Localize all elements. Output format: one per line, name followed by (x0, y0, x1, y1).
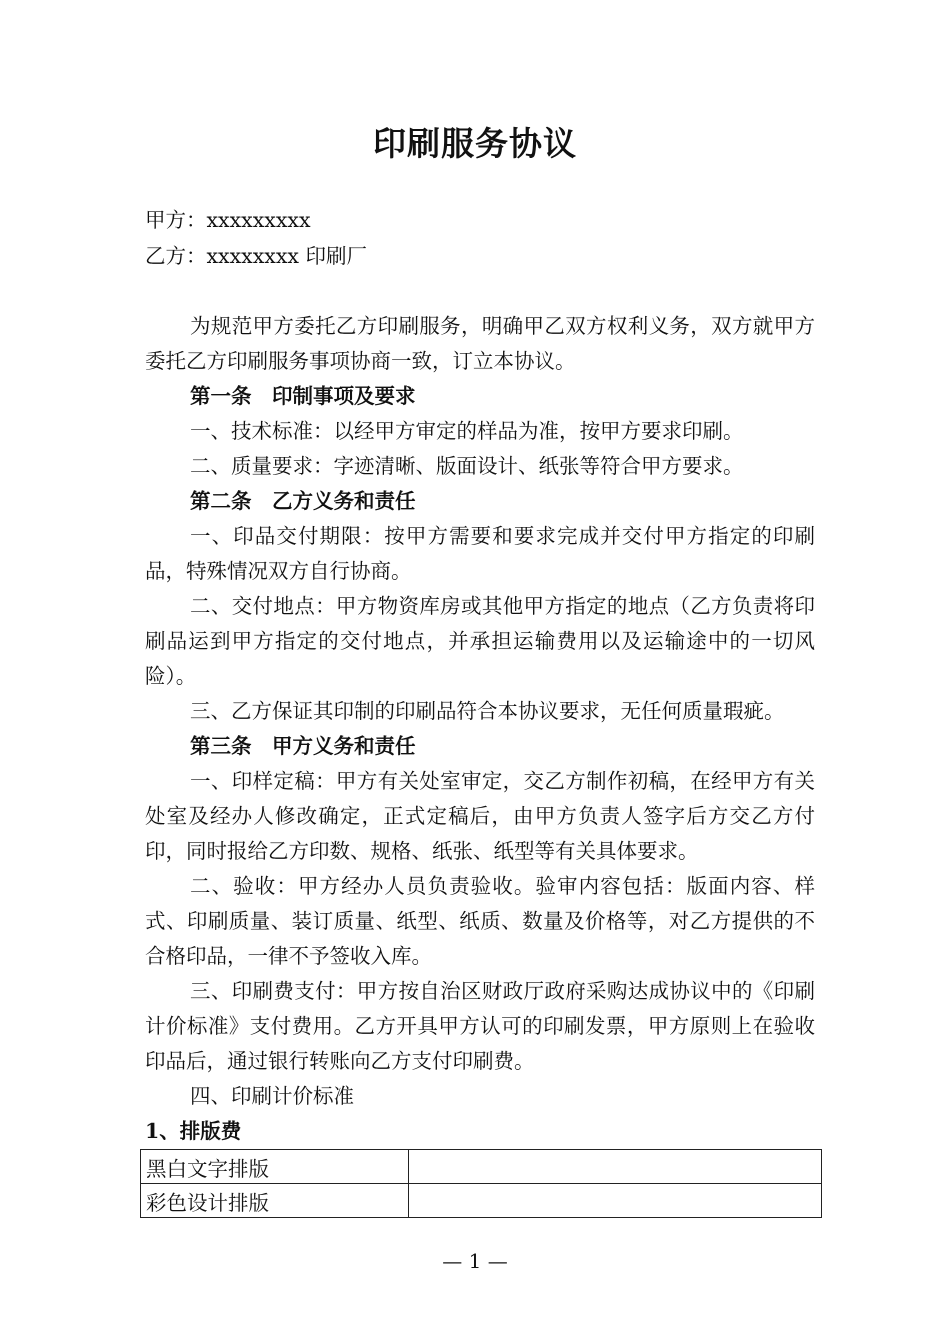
fee-label-cell: 彩色设计排版 (141, 1184, 409, 1218)
intro-paragraph: 为规范甲方委托乙方印刷服务，明确甲乙双方权利义务，双方就甲方委托乙方印刷服务事项协商一致，订立本协议。 (145, 314, 815, 373)
article-2-item: 一、印品交付期限：按甲方需要和要求完成并交付甲方指定的印刷品，特殊情况双方自行协商。 (145, 524, 815, 583)
table-row (141, 1184, 822, 1218)
article-3-item: 四、印刷计价标准 (190, 1084, 354, 1108)
fee-value-cell (409, 1184, 822, 1218)
article-2-heading: 第二条 乙方义务和责任 (190, 489, 416, 513)
page-number: — 1 — (442, 1249, 508, 1273)
fee-section-heading: 1、排版费 (145, 1119, 242, 1143)
article-3-heading: 第三条 甲方义务和责任 (190, 734, 416, 758)
article-2-item: 三、乙方保证其印制的印刷品符合本协议要求，无任何质量瑕疵。 (190, 699, 785, 723)
article-1-item: 一、技术标准：以经甲方审定的样品为准，按甲方要求印刷。 (190, 419, 744, 443)
article-1-item: 二、质量要求：字迹清晰、版面设计、纸张等符合甲方要求。 (190, 454, 744, 478)
party-b: 乙方：xxxxxxxx 印刷厂 (145, 244, 368, 268)
article-3-item: 二、验收：甲方经办人员负责验收。验审内容包括：版面内容、样式、印刷质量、装订质量、纸型、纸质、数量及价格等，对乙方提供的不合格印品，一律不予签收入库。 (145, 874, 815, 968)
article-3-item: 三、印刷费支付：甲方按自治区财政厅政府采购达成协议中的《印刷计价标准》支付费用。乙方开具甲方认可的印刷发票，甲方原则上在验收印品后，通过银行转账向乙方支付印刷费。 (145, 979, 815, 1073)
table-row (141, 1150, 822, 1184)
article-2-item: 二、交付地点：甲方物资库房或其他甲方指定的地点（乙方负责将印刷品运到甲方指定的交付地点，并承担运输费用以及运输途中的一切风险）。 (145, 594, 815, 688)
fee-value-cell (409, 1150, 822, 1184)
article-1-heading: 第一条 印制事项及要求 (190, 384, 416, 408)
fee-label-cell: 黑白文字排版 (141, 1150, 409, 1184)
article-3-item: 一、印样定稿：甲方有关处室审定，交乙方制作初稿，在经甲方有关处室及经办人修改确定，正式定稿后，由甲方负责人签字后方交乙方付印，同时报给乙方印数、规格、纸张、纸型等有关具体要求。 (145, 769, 815, 863)
page-title: 印刷服务协议 (373, 124, 577, 163)
agreement-body (145, 309, 815, 1149)
party-a: 甲方：xxxxxxxxx (145, 208, 311, 232)
fee-table (140, 1149, 822, 1218)
